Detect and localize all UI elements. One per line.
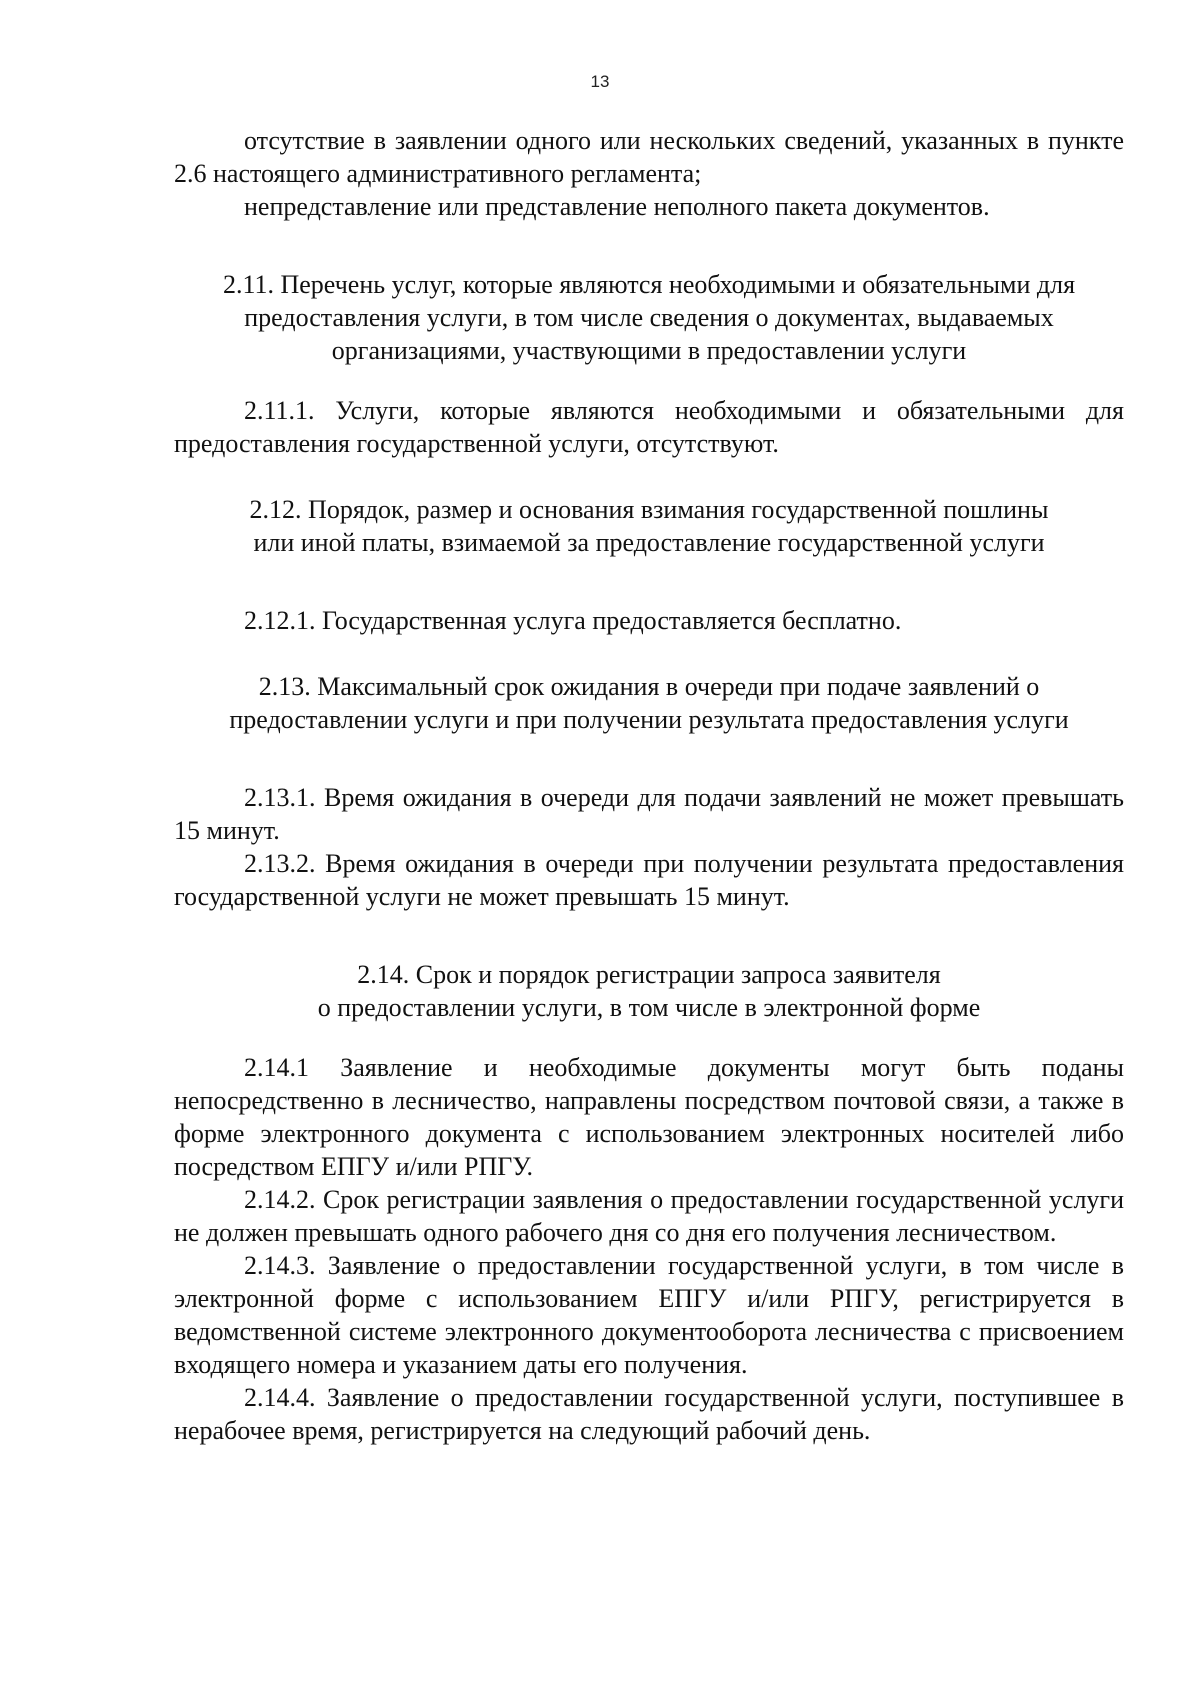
- paragraph-2-13-1: 2.13.1. Время ожидания в очереди для подачи заявлений не может превышать 15 минут.: [174, 783, 1124, 845]
- paragraph-incomplete-package: непредставление или представление неполного пакета документов.: [244, 192, 990, 221]
- paragraph-2-12-1: 2.12.1. Государственная услуга предоставляется бесплатно.: [244, 606, 902, 635]
- heading-2-12: [174, 493, 1124, 559]
- heading-line: 2.14. Срок и порядок регистрации запроса заявителя: [357, 960, 941, 989]
- heading-line: или иной платы, взимаемой за предоставление государственной услуги: [253, 528, 1045, 557]
- paragraph-2-14-1: 2.14.1 Заявление и необходимые документы могут быть поданы непосредственно в лесничество, направлены посредством почтовой связи, а также в форме электронного документа с использованием электронных носителей либо посредством ЕПГУ и/или РПГУ.: [174, 1053, 1124, 1181]
- heading-2-14: [174, 958, 1124, 1024]
- heading-line: 2.13. Максимальный срок ожидания в очереди при подаче заявлений о: [258, 672, 1040, 701]
- paragraph-2-14-2: 2.14.2. Срок регистрации заявления о предоставлении государственной услуги не должен превышать одного рабочего дня со дня его получения лесничеством.: [174, 1185, 1124, 1247]
- heading-line: организациями, участвующими в предоставлении услуги: [331, 336, 967, 365]
- paragraph-missing-info: отсутствие в заявлении одного или нескольких сведений, указанных в пункте 2.6 настоящего административного регламента;: [174, 126, 1124, 188]
- heading-line: 2.11. Перечень услуг, которые являются необходимыми и обязательными для: [222, 270, 1076, 299]
- paragraph-2-14-4: 2.14.4. Заявление о предоставлении государственной услуги, поступившее в нерабочее время, регистрируется на следующий рабочий день.: [174, 1383, 1124, 1445]
- heading-line: предоставлении услуги и при получении результата предоставления услуги: [229, 705, 1069, 734]
- document-body: [174, 124, 1124, 1447]
- heading-2-11: [174, 268, 1124, 367]
- paragraph-2-11-1: 2.11.1. Услуги, которые являются необходимыми и обязательными для предоставления государственной услуги, отсутствуют.: [174, 396, 1124, 458]
- paragraph-2-13-2: 2.13.2. Время ожидания в очереди при получении результата предоставления государственной услуги не может превышать 15 минут.: [174, 849, 1124, 911]
- heading-line: 2.12. Порядок, размер и основания взимания государственной пошлины: [249, 495, 1049, 524]
- paragraph-2-14-3: 2.14.3. Заявление о предоставлении государственной услуги, в том числе в электронной форме с использованием ЕПГУ и/или РПГУ, регистрируется в ведомственной системе электронного документооборота лесничества с присвоением входящего номера и указанием даты его получения.: [174, 1251, 1124, 1379]
- page-number: 13: [590, 72, 610, 91]
- heading-line: о предоставлении услуги, в том числе в электронной форме: [317, 993, 981, 1022]
- heading-2-13: [174, 670, 1124, 736]
- heading-line: предоставления услуги, в том числе сведения о документах, выдаваемых: [244, 303, 1054, 332]
